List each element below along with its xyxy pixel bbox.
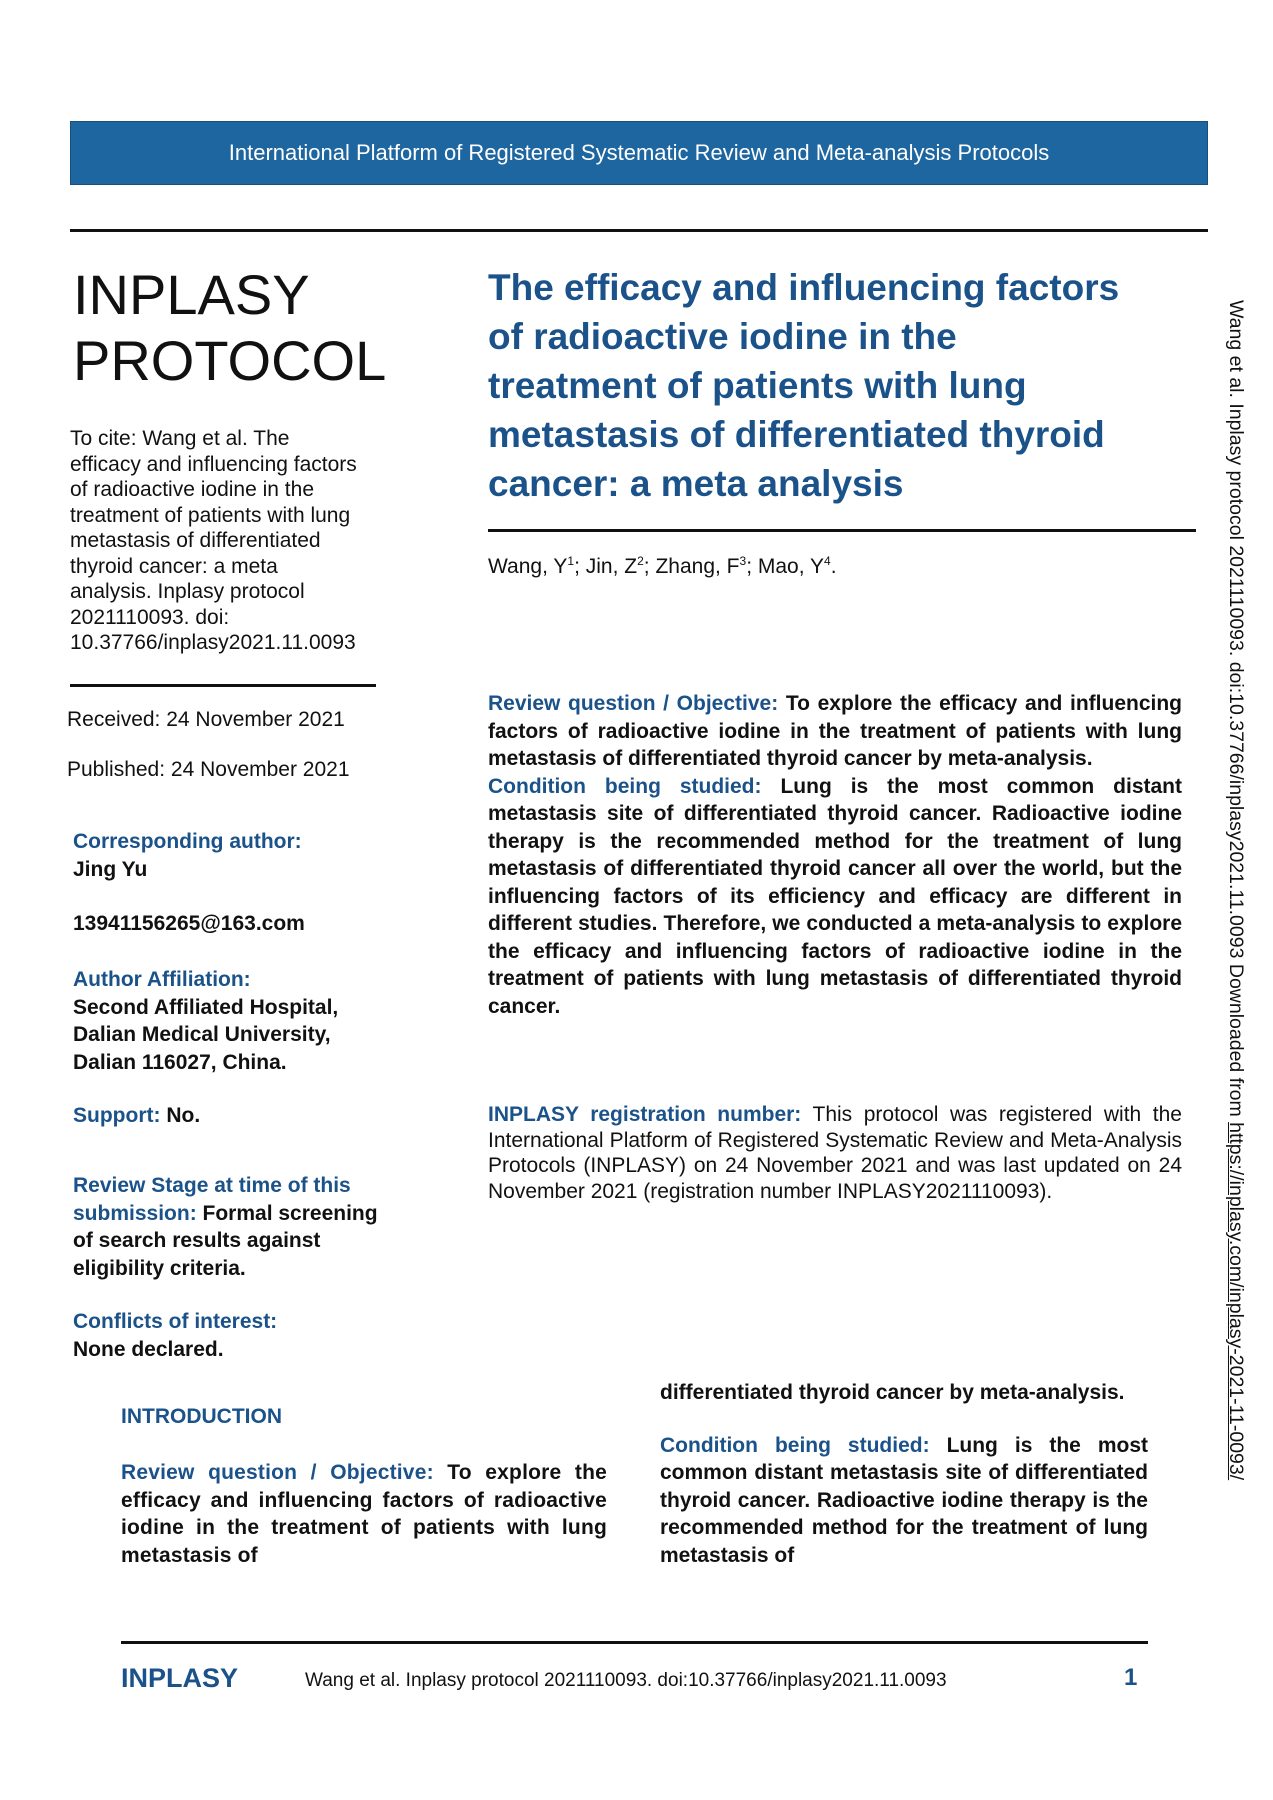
page-number: 1 bbox=[1124, 1664, 1138, 1691]
intro-left-column bbox=[121, 1459, 607, 1569]
corresponding-name: Jing Yu bbox=[73, 857, 148, 881]
affiliation-line: Second Affiliated Hospital, bbox=[73, 995, 339, 1019]
author-name: Wang, Y bbox=[488, 555, 568, 578]
review-stage bbox=[73, 1172, 433, 1282]
title-rule bbox=[488, 529, 1196, 532]
stage-value-line: of search results against bbox=[73, 1229, 321, 1252]
affiliation-label: Author Affiliation: bbox=[73, 968, 251, 991]
vertical-citation bbox=[1224, 300, 1247, 1480]
author-sup: 4 bbox=[824, 554, 831, 568]
protocol-heading-line2: PROTOCOL bbox=[73, 329, 387, 392]
stage-value-line: eligibility criteria. bbox=[73, 1256, 246, 1280]
cite-line: efficacy and influencing factors bbox=[70, 452, 357, 476]
author-sep: ; bbox=[643, 555, 656, 578]
author-list bbox=[488, 555, 837, 579]
cite-line: 10.37766/inplasy2021.11.0093 bbox=[70, 631, 356, 654]
author-email bbox=[73, 910, 433, 938]
author-sup: 3 bbox=[739, 554, 747, 568]
footer-brand: INPLASY bbox=[121, 1663, 239, 1693]
author-affiliation bbox=[73, 966, 433, 1076]
cite-line: thyroid cancer: a meta bbox=[70, 554, 278, 578]
conflicts-label: Conflicts of interest: bbox=[73, 1310, 278, 1333]
abstract bbox=[488, 690, 1182, 1020]
review-question-text: To explore the efficacy and influencing factors of radioactive iodine in the treatment of patients with lung metastasis of differentiated thyroid cancer by meta-analysis. bbox=[488, 692, 1182, 770]
cite-line: analysis. Inplasy protocol bbox=[70, 580, 305, 603]
cite-line: of radioactive iodine in the bbox=[70, 478, 314, 501]
title-line: metastasis of differentiated thyroid bbox=[488, 414, 1105, 455]
intro-right-column bbox=[660, 1379, 1148, 1569]
intro-condition-label: Condition being studied: bbox=[660, 1433, 930, 1457]
title-line: The efficacy and influencing factors bbox=[488, 267, 1120, 308]
conflicts-of-interest bbox=[73, 1308, 433, 1363]
author-sep: ; bbox=[746, 555, 758, 578]
stage-value-line1: Formal screening bbox=[202, 1201, 378, 1225]
author-name: Mao, Y bbox=[757, 555, 825, 578]
author-sup: 2 bbox=[637, 554, 644, 568]
intro-review-label: Review question / Objective: bbox=[121, 1461, 434, 1484]
download-link[interactable]: https://inplasy.com/inplasy-2021-11-0093/ bbox=[1225, 1122, 1247, 1481]
published-date: Published: 24 November 2021 bbox=[67, 758, 350, 781]
abstract-condition bbox=[488, 773, 1182, 1021]
top-rule bbox=[70, 229, 1208, 232]
title-line: treatment of patients with lung bbox=[488, 365, 1027, 406]
registration-label: INPLASY registration number: bbox=[488, 1103, 802, 1126]
conflicts-value: None declared. bbox=[73, 1337, 224, 1361]
title-line: of radioactive iodine in the bbox=[488, 316, 957, 357]
intro-review-text: To explore the efficacy and influencing factors of radioactive iodine in the treatment of patients with lung metastasis of bbox=[121, 1461, 607, 1567]
sidebar-rule bbox=[70, 684, 376, 687]
affiliation-line: Dalian Medical University, bbox=[73, 1023, 331, 1046]
author-name: Zhang, F bbox=[655, 555, 740, 578]
support-label: Support: bbox=[73, 1104, 161, 1127]
cite-line: metastasis of differentiated bbox=[70, 529, 321, 552]
support bbox=[73, 1102, 433, 1130]
email-text: 13941156265@163.com bbox=[73, 912, 305, 935]
article-title bbox=[488, 263, 1168, 508]
author-name: Jin, Z bbox=[585, 555, 638, 578]
author-sup: 1 bbox=[567, 554, 575, 568]
cite-line: treatment of patients with lung bbox=[70, 503, 351, 527]
condition-text: Lung is the most common distant metastasis site of differentiated thyroid cancer. Radioactive iodine therapy is the recommended method for the treatment of lung metastasis of differentiated thyroid cancer all over the world, but the influencing factors of its efficiency and efficacy are different in different studies. Therefore, we conducted a meta-analysis to explore the efficacy and influencing factors of radioactive iodine in the treatment of patients with lung metastasis of differentiated thyroid cancer. bbox=[488, 774, 1183, 1018]
header-banner bbox=[70, 121, 1208, 185]
vertical-citation-text: Wang et al. Inplasy protocol 2021110093. doi:10.37766/inplasy2021.11.0093 Downloaded from bbox=[1225, 300, 1247, 1123]
banner-text: International Platform of Registered Systematic Review and Meta-analysis Protocols bbox=[228, 140, 1050, 165]
stage-label-line1: Review Stage at time of this bbox=[73, 1174, 351, 1197]
protocol-heading-line1: INPLASY bbox=[73, 263, 310, 326]
registration-text: This protocol was registered with the International Platform of Registered Systematic Review and Meta-Analysis Protocols (INPLASY) on 24 November 2021 and was last updated on 24 November 2021 (registration number INPLASY2021110093). bbox=[488, 1103, 1182, 1203]
cite-line: To cite: Wang et al. The bbox=[70, 427, 290, 450]
citation-block bbox=[70, 426, 410, 656]
stage-label-line2: submission: bbox=[73, 1201, 197, 1225]
corresponding-author bbox=[73, 828, 433, 883]
corresponding-label: Corresponding author: bbox=[73, 830, 302, 853]
support-value: No. bbox=[166, 1104, 201, 1127]
footer-citation: Wang et al. Inplasy protocol 2021110093. doi:10.37766/inplasy2021.11.0093 bbox=[305, 1670, 947, 1691]
footer-rule bbox=[121, 1641, 1148, 1644]
received-date: Received: 24 November 2021 bbox=[67, 708, 345, 731]
cite-line: 2021110093. doi: bbox=[70, 605, 230, 629]
intro-right-top: differentiated thyroid cancer by meta-analysis. bbox=[660, 1381, 1125, 1404]
introduction-heading: INTRODUCTION bbox=[121, 1405, 282, 1428]
abstract-review-question bbox=[488, 690, 1182, 773]
affiliation-line: Dalian 116027, China. bbox=[73, 1050, 287, 1074]
author-sep: . bbox=[830, 555, 837, 578]
condition-label: Condition being studied: bbox=[488, 774, 762, 798]
review-question-label: Review question / Objective: bbox=[488, 692, 779, 715]
title-line: cancer: a meta analysis bbox=[488, 463, 904, 504]
author-sep: ; bbox=[574, 555, 586, 578]
protocol-heading bbox=[73, 262, 386, 394]
intro-condition-text: Lung is the most common distant metastasis site of differentiated thyroid cancer. Radioactive iodine therapy is the recommended method for the treatment of lung metastasis of bbox=[660, 1433, 1149, 1567]
registration-number bbox=[488, 1102, 1182, 1204]
